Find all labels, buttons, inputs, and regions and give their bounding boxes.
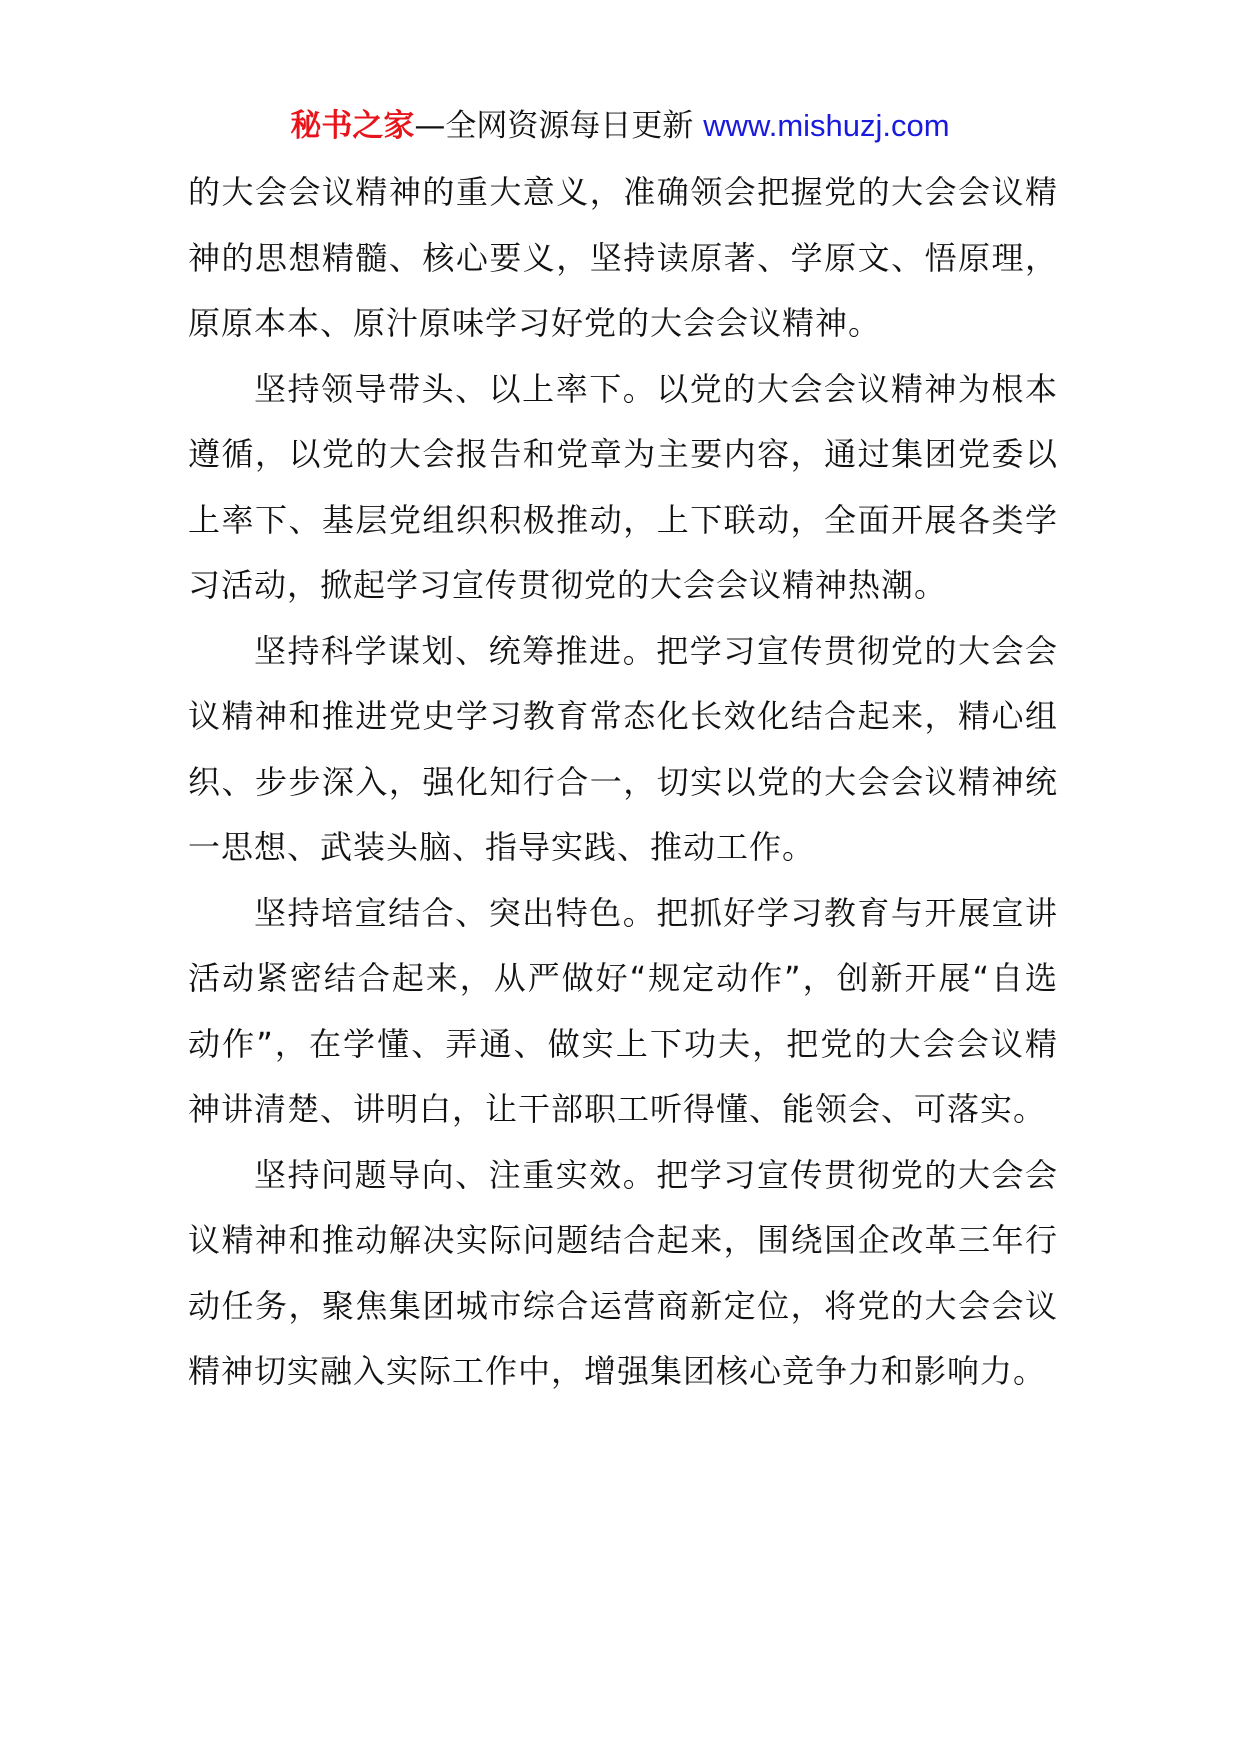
page-header: [0, 104, 1240, 148]
paragraph-planning: 坚持科学谋划、统筹推进。把学习宣传贯彻党的大会会议精神和推进党史学习教育常态化长效化结合起来，精心组织、步步深入，强化知行合一，切实以党的大会会议精神统一思想、武装头脑、指导实践、推动工作。: [188, 631, 1058, 866]
brand-name: 秘书之家: [290, 108, 415, 144]
document-body: [188, 160, 1058, 1405]
website-link[interactable]: www.mishuzj.com: [703, 108, 950, 143]
paragraph-leadership: 坚持领导带头、以上率下。以党的大会会议精神为根本遵循，以党的大会报告和党章为主要内容，通过集团党委以上率下、基层党组织积极推动，上下联动，全面开展各类学习活动，掀起学习宣传贯彻党的大会会议精神热潮。: [188, 369, 1058, 604]
paragraph-training: 坚持培宣结合、突出特色。把抓好学习教育与开展宣讲活动紧密结合起来，从严做好“规定动作”，创新开展“自选动作”，在学懂、弄通、做实上下功夫，把党的大会会议精神讲清楚、讲明白，让干部职工听得懂、能领会、可落实。: [188, 893, 1058, 1128]
paragraph-problem-oriented: 坚持问题导向、注重实效。把学习宣传贯彻党的大会会议精神和推动解决实际问题结合起来，围绕国企改革三年行动任务，聚焦集团城市综合运营商新定位，将党的大会会议精神切实融入实际工作中，增强集团核心竞争力和影响力。: [188, 1155, 1058, 1390]
header-tagline: —全网资源每日更新: [414, 108, 694, 144]
paragraph-continued: 的大会会议精神的重大意义，准确领会把握党的大会会议精神的思想精髓、核心要义，坚持读原著、学原文、悟原理，原原本本、原汁原味学习好党的大会会议精神。: [188, 173, 1058, 342]
